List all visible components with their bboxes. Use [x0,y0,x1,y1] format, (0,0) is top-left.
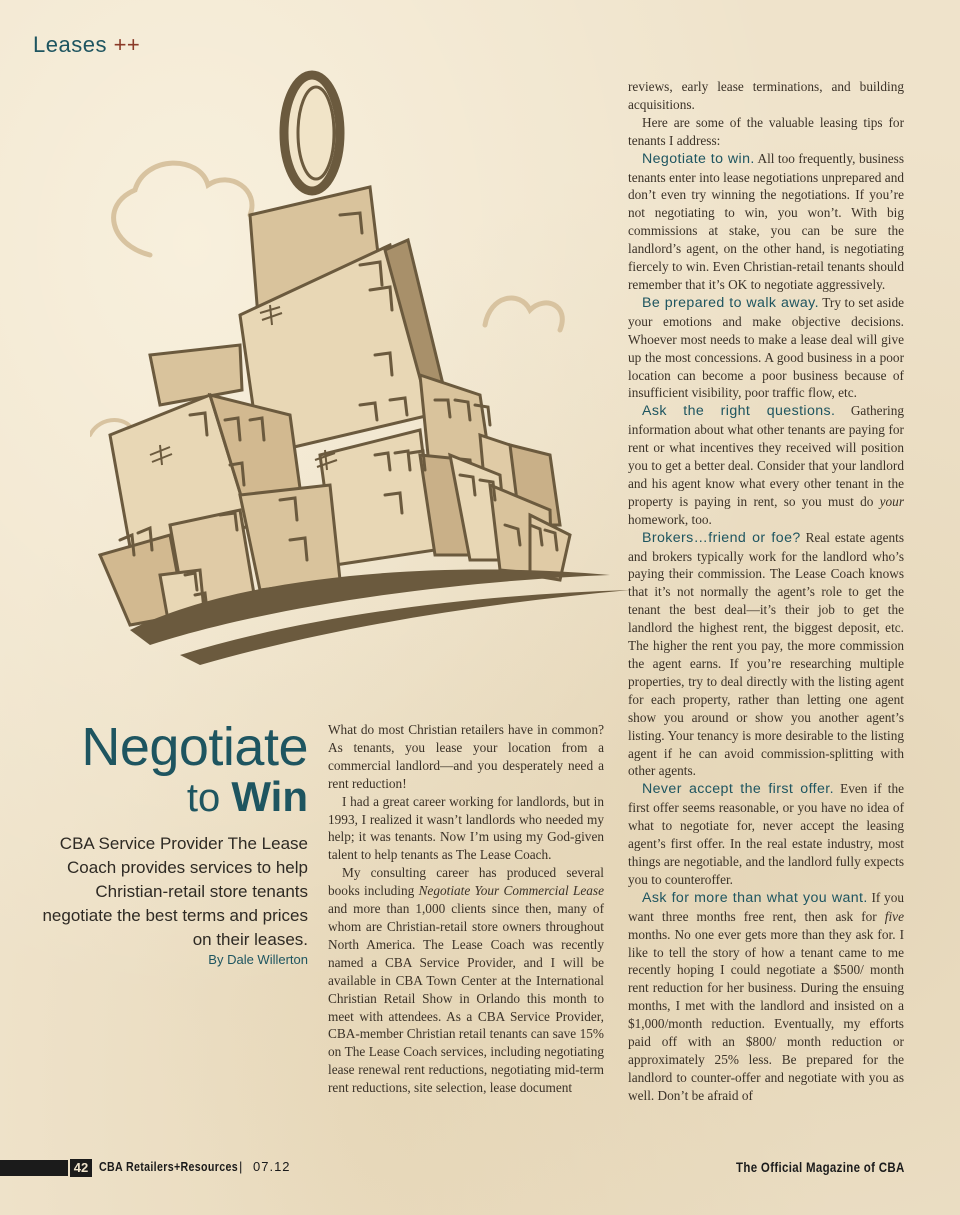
tip-heading: Ask the right questions. [642,403,836,420]
tip-paragraph: Ask the right questions. Gathering information about what other tenants are paying for rent or what incentives they received will position you to get a better deal. Consider that your landlord and his agent know what every other tenant in the property is paying in rent, so you must do your homework, too. [628,403,904,527]
body-paragraph: Here are some of the valuable leasing tips for tenants I address: [628,114,904,148]
city-skyline-coin-illustration [90,55,650,695]
section-label: Leases ++ [33,32,141,57]
title-line-to-win [40,774,308,821]
tip-paragraph: Be prepared to walk away. Try to set aside your emotions and make objective decisions. Whoever most needs to make a lease deal will give up the most concessions. A good business in a poor location can become a poor business because of insufficient visibility, poor traffic flow, etc. [628,294,904,401]
tip-paragraph: Never accept the first offer. Even if the first offer seems reasonable, or you have no idea of what to negotiate for, never accept the leasing agent’s first offer. In the real estate industry, most things are negotiable, and the landlord fully expects you to counteroffer. [628,781,904,887]
body-paragraph: What do most Christian retailers have in common? As tenants, you lease your location from a commercial landlord—and you desperately need a rent reduction! [328,722,604,791]
tip-heading: Be prepared to walk away. [642,294,819,311]
title-to: to [186,776,221,820]
body-paragraph: My consulting career has produced several books including Negotiate Your Commercial Lease and more than 1,000 clients since then, many of whom are Christian-retail store owners throughout North America. The Lease Coach was recently named a CBA Service Provider, and I will be available in CBA Town Center at the International Christian Retail Show in Orlando this month to meet with attendees. As a CBA Service Provider, CBA-member Christian retail tenants can save 15% on The Lease Coach services, including negotiating lease renewal rent reductions, negotiating mid-term rent reductions, site selection, lease document [328,865,604,1096]
issue-date: 07.12 [253,1159,291,1174]
page-number: 42 [70,1159,92,1177]
tip-heading: Never accept the first offer. [642,781,834,798]
body-column-right [628,78,904,1105]
tip-paragraph: Ask for more than what you want. If you want three months free rent, then ask for five months. No one ever gets more than they ask for. I like to tell the story of how a tenant came to me recently hoping I could negotiate a $500/ month rent reduction for her business. During the ensuing months, I met with the landlord and insisted on a $1,000/month reduction. Eventually, my efforts paid off with an $800/ month reduction or approximately 25% less. Be prepared for the landlord to counter-offer and negotiate with you as well. Don’t be afraid of [628,889,904,1103]
tip-heading: Ask for more than what you want. [642,889,868,906]
section-label-plus: ++ [113,32,141,57]
magazine-tagline: The Official Magazine of CBA [736,1159,905,1175]
body-paragraph: I had a great career working for landlords, but in 1993, I realized it wasn’t landlords who needed my help; it was tenants. Now I’m using my God-given talent to help tenants as The Lease Coach. [328,793,604,863]
tip-heading: Negotiate to win. [642,150,755,167]
title-win: Win [231,773,308,820]
body-column-middle [328,721,604,1097]
tip-paragraph: Brokers…friend or foe? Real estate agents and brokers typically work for the landlord who’s paying their commission. The Lease Coach knows that it’s not normally the agent’s role to get the tenant the best deal—it’s their job to get the landlord the highest rent, the biggest deposit, etc. The higher the rent you pay, the more commission the agent earns. If you’re researching multiple properties, try to deal directly with the listing agent for each property, rather than letting one agent show you around or show you another agent’s listing. Your tenancy is more desirable to the listing agent if he can avoid commission-splitting with other agents. [628,529,905,779]
title-line-negotiate: Negotiate [81,717,308,777]
book-title: Negotiate Your Commercial Lease [418,883,604,899]
footer-separator: | [239,1159,243,1174]
article-deck: CBA Service Provider The Lease Coach provides services to help Christian-retail store tenants negotiate the best terms and prices on their leases. [42,834,308,949]
article-title [40,717,308,821]
footer-bar [0,1160,68,1176]
tip-paragraph: Negotiate to win. All too frequently, business tenants enter into lease negotiations unprepared and don’t even try winning the negotiations. If you’re not negotiating to win, you won’t. With big commissions at stake, you can be sure the landlord’s agent, on the other hand, is negotiating fiercely to win. Even Christian-retail tenants should remember that it’s OK to negotiate aggressively. [628,150,905,292]
body-paragraph: reviews, early lease terminations, and building acquisitions. [628,79,904,112]
magazine-name: CBA Retailers+Resources [99,1159,238,1174]
tip-heading: Brokers…friend or foe? [642,529,801,546]
page-footer [0,1158,960,1180]
article-byline: By Dale Willerton [208,952,308,967]
